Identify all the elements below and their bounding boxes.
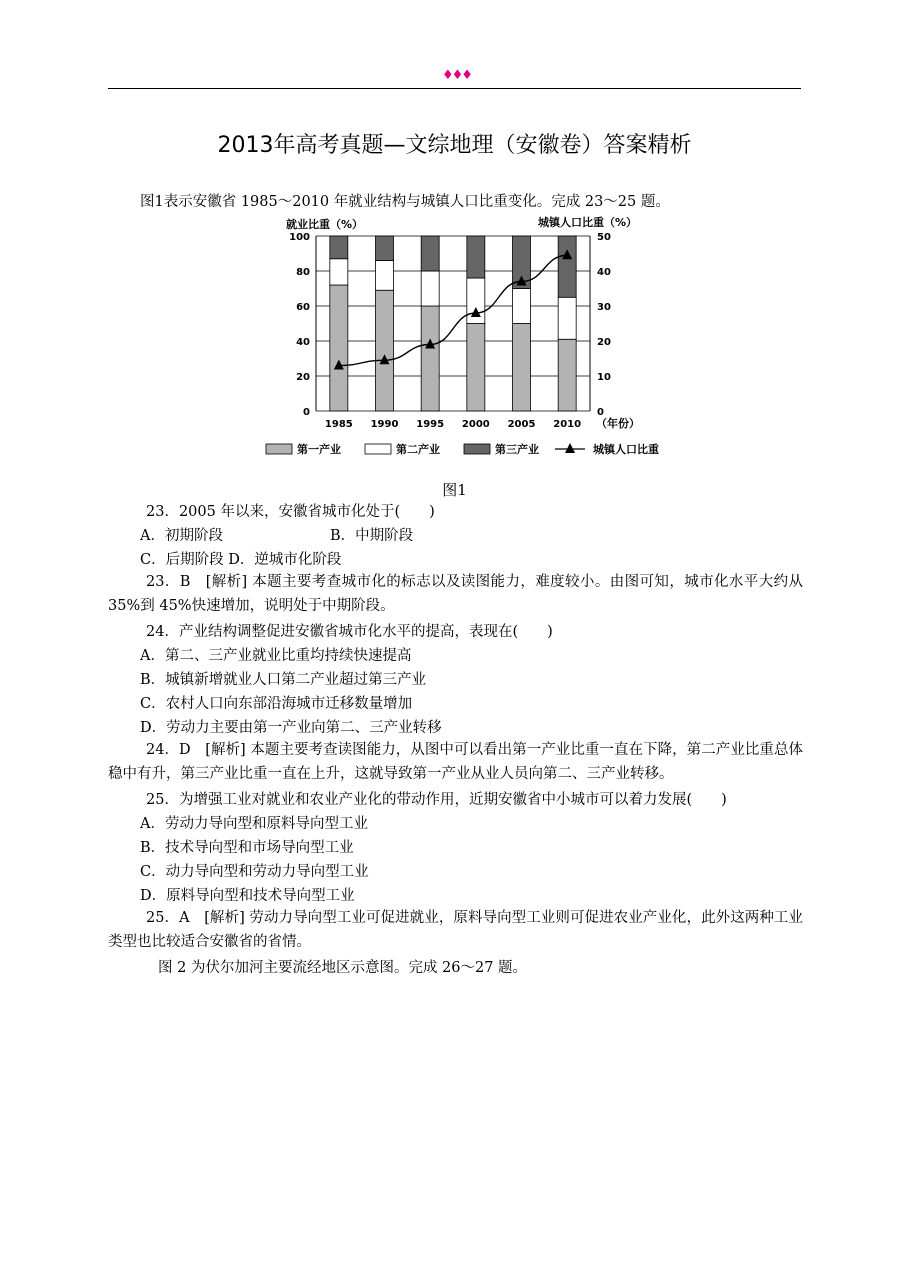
bar-segment: [467, 324, 485, 412]
next-section-intro: 图 2 为伏尔加河主要流经地区示意图。完成 26～27 题。: [158, 960, 528, 976]
legend-swatch: [464, 444, 490, 454]
intro-text: 图1表示安徽省 1985～2010 年就业结构与城镇人口比重变化。完成 23～25 题。: [140, 194, 670, 210]
x-axis-label: （年份）: [596, 417, 640, 430]
q24-option-c: C．农村人口向东部沿海城市迁移数量增加: [140, 696, 413, 712]
y-tick-label-left: 60: [296, 302, 310, 313]
q23-answer: 23．B [解析] 本题主要考查城市化的标志以及读图能力，难度较小。由图可知，城市化水平大约从 35%到 45%快速增加，说明处于中期阶段。: [108, 574, 803, 614]
bar-segment: [376, 236, 394, 261]
legend-label: 第三产业: [495, 443, 539, 456]
legend-label: 第一产业: [297, 443, 341, 456]
bar-segment: [330, 285, 348, 411]
y-tick-label-left: 80: [296, 267, 310, 278]
urban-population-line: [339, 255, 567, 365]
x-tick-label: 2005: [507, 419, 536, 430]
bar-segment: [421, 271, 439, 306]
legend-swatch: [365, 444, 391, 454]
q24-answer: 24．D [解析] 本题主要考查读图能力，从图中可以看出第一产业比重一直在下降，第二产业比重总体稳中有升，第三产业比重一直在上升，这就导致第一产业从业人员向第二、三产业转移。: [108, 742, 803, 782]
q24-option-a: A．第二、三产业就业比重均持续快速提高: [140, 648, 412, 664]
q24-option-b: B．城镇新增就业人口第二产业超过第三产业: [140, 672, 427, 688]
header-rule: [108, 88, 801, 89]
q24-stem: 24．产业结构调整促进安徽省城市化水平的提高，表现在( ): [146, 624, 553, 640]
figure-caption: 图1: [442, 481, 467, 499]
y-tick-label-left: 20: [296, 372, 310, 383]
x-tick-label: 2010: [553, 419, 582, 430]
bar-segment: [330, 236, 348, 259]
y-tick-label-right: 10: [597, 372, 611, 383]
q25-option-b: B．技术导向型和市场导向型工业: [140, 840, 354, 856]
y-tick-label-right: 30: [597, 302, 611, 313]
y-axis-label-right: 城镇人口比重（%）: [538, 216, 638, 229]
bar-segment: [376, 261, 394, 291]
legend-label: 城镇人口比重: [593, 443, 659, 456]
q25-stem: 25．为增强工业对就业和农业产业化的带动作用，近期安徽省中小城市可以着力发展( ): [146, 792, 727, 808]
y-tick-label-right: 20: [597, 337, 611, 348]
page-title: 2013年高考真题—文综地理（安徽卷）答案精析: [217, 133, 692, 158]
q23-option-d: D．逆城市化阶段: [228, 552, 342, 568]
x-tick-label: 1990: [370, 419, 399, 430]
bar-segment: [467, 236, 485, 278]
y-tick-label-left: 100: [289, 232, 310, 243]
q25-option-c: C．动力导向型和劳动力导向型工业: [140, 864, 369, 880]
legend-label: 第二产业: [396, 443, 440, 456]
y-tick-label-right: 40: [597, 267, 611, 278]
q24-option-d: D．劳动力主要由第一产业向第二、三产业转移: [140, 720, 442, 736]
bar-segment: [421, 306, 439, 411]
q25-answer: 25．A [解析] 劳动力导向型工业可促进就业，原料导向型工业则可促进农业产业化，此外这两种工业类型也比较适合安徽省的省情。: [108, 910, 803, 950]
q23-option-a: A．初期阶段: [140, 528, 223, 544]
legend-marker: [565, 443, 575, 453]
q23-option-c: C．后期阶段: [140, 552, 224, 568]
legend-swatch: [266, 444, 292, 454]
x-tick-label: 1985: [324, 419, 353, 430]
bar-segment: [421, 236, 439, 271]
q23-options-cd: [140, 550, 341, 570]
x-tick-label: 2000: [461, 419, 490, 430]
q23-option-b: B．中期阶段: [330, 528, 414, 544]
q23-stem: 23．2005 年以来，安徽省城市化处于( ): [146, 504, 435, 520]
y-tick-label-left: 0: [303, 407, 310, 418]
bar-segment: [558, 297, 576, 339]
bar-segment: [558, 339, 576, 411]
x-tick-label: 1995: [416, 419, 445, 430]
y-tick-label-right: 0: [597, 407, 604, 418]
bar-segment: [513, 289, 531, 324]
q25-option-a: A．劳动力导向型和原料导向型工业: [140, 816, 368, 832]
bar-segment: [513, 324, 531, 412]
header-decoration: ♦♦♦: [442, 68, 471, 83]
y-axis-label-left: 就业比重（%）: [286, 218, 364, 231]
y-tick-label-left: 40: [296, 337, 310, 348]
bar-segment: [330, 259, 348, 285]
employment-chart: [0, 205, 909, 485]
bar-segment: [376, 290, 394, 411]
bar-segment: [558, 236, 576, 297]
y-tick-label-right: 50: [597, 232, 611, 243]
q25-option-d: D．原料导向型和技术导向型工业: [140, 888, 355, 904]
